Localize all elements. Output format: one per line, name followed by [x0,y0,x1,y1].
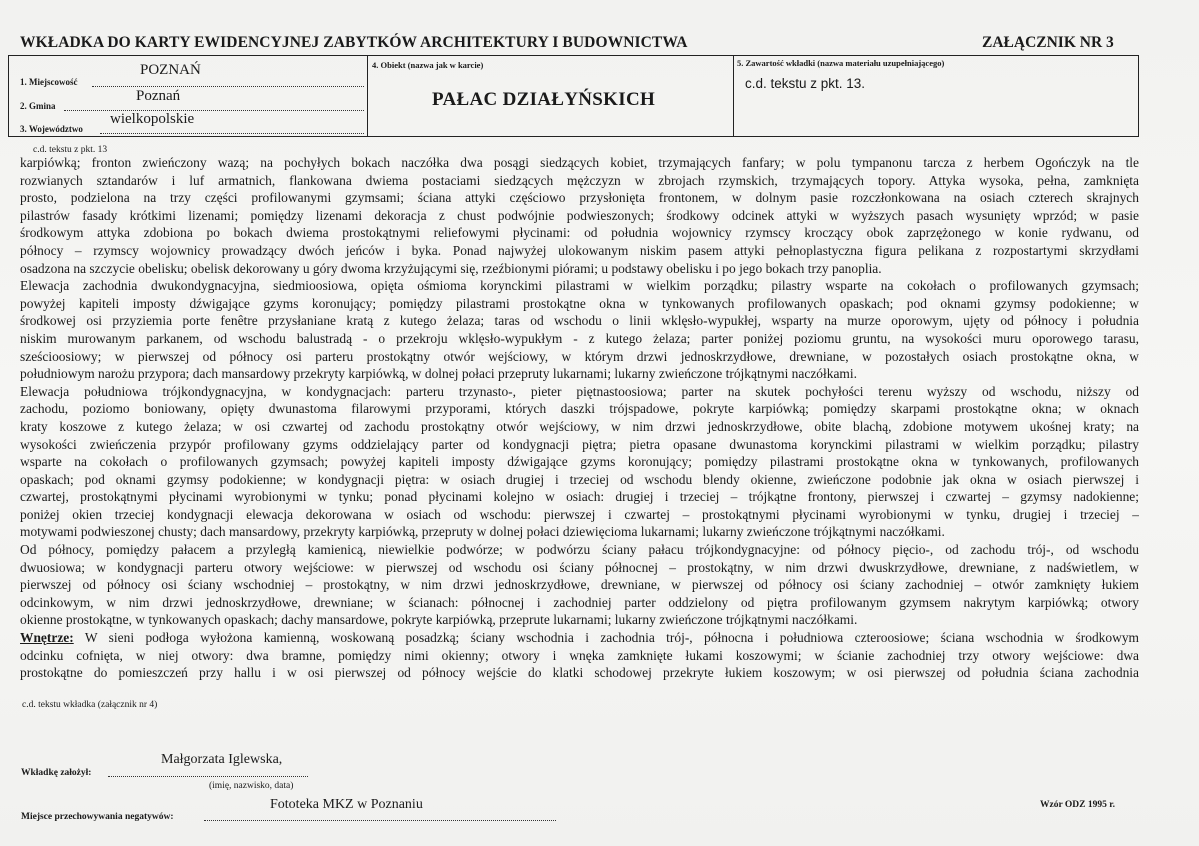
continuation-note: c.d. tekstu z pkt. 13 [33,145,108,155]
dotted-line [108,776,308,777]
text-line: Od północy, pomiędzy pałacem a przyległą kamienicą, niewielkie podwórze; w podwórzu ściany pałacu trójkondygnacyjne: od północy pięcio-, od zachodu trój-, od wschodu [20,542,1139,558]
wnetrze-heading: Wnętrze: [20,630,74,646]
text-line: Elewacja zachodnia dwukondygnacyjna, siedmioosiowa, opięta ośmioma korynckimi pilastrami w wielkim porządku; pilastry wsparte na cokołach o profilowanych gzymsach; [20,278,1139,294]
template-version: Wzór ODZ 1995 r. [1040,800,1115,810]
text-line: prosto, podzielona na trzy części profilowanymi gzymsami; ściana attyki częściowo przysłonięta frontonem, w dolnym pasie rozczłonkowana na osiach czterech skrajnych [20,190,1139,206]
divider-line [367,56,368,136]
text-line: wsparte na cokołach o profilowanych gzymsach; powyżej kapiteli imposty dźwigające gzyms koronujący; pomiędzy pilastrami prostokątne okna w tynkowanych, profilowanych [20,454,1139,470]
text-line [20,629,1139,647]
text-line: środkowej osi przyziemia porte fenêtre przysłaniane kratą z kutego żelaza; taras od wschodu o linii wklęsło-wypukłej, wsparty na murze oporowym, ujęty od północy i południa [20,313,1139,329]
text-line: odcinkowym, w nim drzwi jednoskrzydłowe, drewniane; w ścianach: północnej i zachodniej parter oddzielony od piętra profilowanym gzymsem nakrytym karpiówką; otwory [20,594,1139,610]
text-line: sześcioosiowy; w pierwszej od północy osi parteru prostokątny otwór wejściowy, w którym drzwi jednoskrzydłowe, drewniane, w pozostałych osiach prostokątne okna, w [20,348,1139,364]
text-line: południowym narożu przypora; dach mansardowy przekryty karpiówką, w dolnej połaci przepruty lukarnami; lukarny zwieńczone trójkątnymi naczółkami. [20,366,857,382]
text-line: okienne prostokątne, w tynkowanych opaskach; dachy mansardowe, pokryte karpiówką, przeprute lukarnami; lukarny zwieńczone trójkątnymi naczółkami. [20,612,858,628]
text-line: czwartej, prostokątnymi płycinami wyrobionymi w tynku; ponad płycinami kolejno w osiach: drugiej i trzeciej – trójkątne frontony, pierwszej i czwartej – gzymsy nadokienne; [20,489,1139,505]
text-line: poniżej okien trzeciej kondygnacji elewacja dekorowana w osiach od wschodu: pierwszej i czwartej – prostokątnymi płycinami wyrobionymi w tynku, drugiej i trzeciej – [20,506,1139,522]
gmina-value: Poznań [136,88,181,104]
text-line: Elewacja południowa trójkondygnacyjna, w kondygnacjach: parteru trzynasto-, pieter piętnastoosiowa; parter na skutek pochyłości terenu wyższy od wschodu, niższy od [20,383,1139,399]
obiekt-value: PAŁAC DZIAŁYŃSKICH [432,89,656,110]
text-line: niskim murowanym parkanem, od wschodu balustradą - o przekroju wklęsło-wypukłym - z kutego żelaza; parter poniżej poziomu gruntu, na wysokości muru oporowego tarasu, [20,330,1139,346]
text-line: powyżej kapiteli imposty dźwigające gzyms koronujący; pomiędzy pilastrami prostokątne okna w tynkowanych profilowanych opaskach; pod oknami gzymsy podokienne; w [20,295,1139,311]
author-label: Wkładkę założył: [21,768,92,778]
end-continuation-note: c.d. tekstu wkładka (załącznik nr 4) [22,700,158,710]
storage-value: Fototeka MKZ w Poznaniu [270,797,423,812]
dotted-line [64,110,364,111]
text-line: dwuosiowa; w kondygnacji parteru otwory wejściowe: w pierwszej od wschodu osi ściany północnej – prostokątny, w nim drzwi dwuskrzydłowe, drewniane, z nadświetlem, w [20,559,1139,575]
author-hint: (imię, nazwisko, data) [209,781,294,791]
text-line: pierwszej od północy osi ściany wschodniej – prostokątny, w nim drzwi jednoskrzydłowe, drewniane, w pierwszej od północy osi ściany zachodniej – otwór zamknięty łukiem [20,577,1139,593]
miejscowosc-label: 1. Miejscowość [20,77,78,87]
dotted-line [204,820,556,821]
obiekt-label: 4. Obiekt (nazwa jak w karcie) [372,60,484,70]
text-line: pilastrów fasady krótkimi lizenami; pomiędzy lizenami dekoracja z chust podwójnie podwieszonych; środkowy odcinek attyki w wyższych pasach wysunięty wprzód; w pasie [20,207,1139,223]
wojewodztwo-value: wielkopolskie [110,111,195,127]
text-line: motywami podwieszonej chusty; dach mansardowy, przekryty karpiówką, przepruty w dolnej połaci dziewięcioma lukarnami; lukarny zwieńczone trójkątnymi naczółkami. [20,524,945,540]
miejscowosc-value: POZNAŃ [140,62,201,78]
text-line: wysokości zwieńczenia przypór profilowany gzyms oddzielający parter od kondygnacji piętra; pietra opasane dwunastoma korynckimi pilastrami w wielkim porządku; pilastry [20,436,1139,452]
annex-label: ZAŁĄCZNIK NR 3 [982,34,1114,51]
dotted-line [92,86,364,87]
text-line-content: W sieni podłoga wyłożona kamienną, woskowaną posadzką; ściany wschodnia i zachodnia trój-, północna i południowa czteroosiowe; ściana wschodnia w środkowym [84,630,1139,646]
text-line: północy – rzymscy wojownicy prowadzący dwóch jeńców i byka. Ponad najwyżej ulokowanym niskim pasem attyki pełnoplastyczna figura pelikana z rozpostartymi skrzydłami [20,242,1139,258]
text-line: kraty koszowe z kutego żelaza; w osi czwartej od zachodu prostokątny otwór wejściowy, w nim drzwi jednoskrzydłowe, obite blachą, zdobione motywem ukośnej kraty; na [20,418,1139,434]
wojewodztwo-label: 3. Województwo [20,124,83,134]
description-text [20,154,1139,682]
text-line: odcinku cofnięta, w niej otwory: dwa bramne, pomiędzy nimi okienny; otwory i wnęka zamknięte łukami koszowymi; w ścianie zachodniej trzy otwory wejściowe: dwa [20,647,1139,663]
text-line: karpiówką; fronton zwieńczony wazą; na pochyłych bokach naczółka dwa posągi siedzących kobiet, trzymających fanfary; w polu tympanonu tarcza z herbem Ogończyk na tle [20,155,1139,170]
text-line: osadzona na szczycie obelisku; obelisk dekorowany u góry dwoma krzyżującymi się, rzeźbionymi piórami; u podstawy obelisku i po jego bokach trzy panoplia. [20,260,882,276]
text-line: zachodu, poziomo boniowany, opięty dwunastoma filarowymi przyporami, których daszki trójspadowe, pokryte karpiówką; pomiędzy skarpami prostokątne okna; w oknach [20,401,1139,417]
text-line: prostokątne do pomieszczeń przy hallu i w osi pierwszej od północy wejście do klatki schodowej przekryte łukiem koszowym; w osi pierwszej od południa ściana zachodnia [20,665,1139,681]
divider-line [733,56,734,136]
text-line: środkowym attyka zdobiona po bokach dwiema prostokątnymi reliefowymi płycinami: od południa wojownicy rzymscy kroczący obok zaprzężonego w konie rydwanu, od [20,225,1139,241]
storage-label: Miejsce przechowywania negatywów: [21,812,174,822]
zawartosc-label: 5. Zawartość wkładki (nazwa materiału uzupełniającego) [737,58,945,68]
gmina-label: 2. Gmina [20,101,56,111]
dotted-line [100,133,364,134]
author-value: Małgorzata Iglewska, [161,752,283,767]
zawartosc-value: c.d. tekstu z pkt. 13. [745,76,866,91]
text-line: rozwianych sztandarów i luf armatnich, flankowana dwiema postaciami siedzących mężczyzn w zbrojach rzymskich, trzymających topory. Attyka wysoka, pełna, zamknięta [20,172,1139,188]
text-line: opaskach; pod oknami gzymsy podokienne; w kondygnacji piętra: w osiach drugiej i trzeciej od wschodu blendy okienne, zwieńczone podobnie jak okna w osiach pierwszej i [20,471,1139,487]
document-title: WKŁADKA DO KARTY EWIDENCYJNEJ ZABYTKÓW ARCHITEKTURY I BUDOWNICTWA [20,34,688,51]
